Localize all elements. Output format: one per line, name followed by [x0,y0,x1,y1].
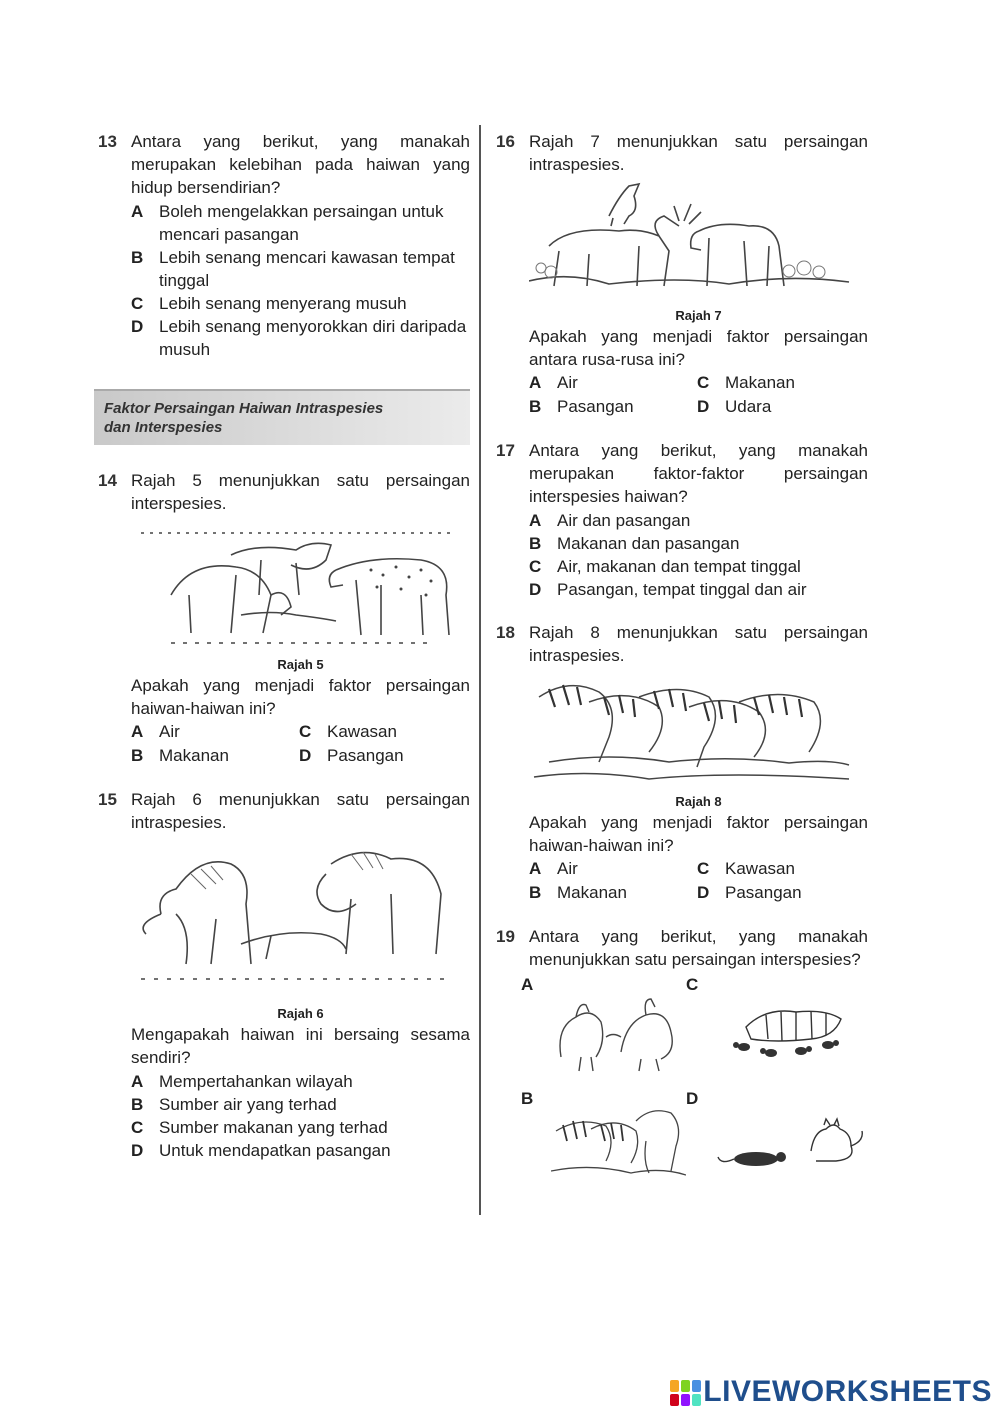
question-13 [98,130,470,361]
option-c[interactable]: C Kawasan [299,722,397,741]
question-19 [496,925,868,971]
question-number: 14 [98,471,117,490]
caterpillar-ants-illustration [716,987,851,1075]
option-b[interactable]: B Sumber air yang terhad [131,1095,337,1114]
option-a[interactable]: A Air [529,859,578,878]
option-d[interactable]: D Udara [697,397,772,416]
option-c[interactable]: C Lebih senang menyerang musuh [131,294,407,313]
option-d[interactable]: D Untuk mendapatkan pasangan [131,1141,391,1160]
rajah-7-illustration [529,176,869,306]
figure-caption: Rajah 7 [675,308,722,323]
option-a[interactable]: A Air [131,722,180,741]
question-14-prompt [98,674,470,768]
rajah-5-illustration [131,515,461,655]
question-16 [496,130,868,176]
figure-caption: Rajah 8 [675,794,722,809]
option-c[interactable]: C Sumber makanan yang terhad [131,1118,388,1137]
figure-caption: Rajah 5 [277,657,324,672]
question-prompt: Apakah yang menjadi faktor persaingan antara rusa-rusa ini? [529,327,868,369]
option-b[interactable]: B Makanan [131,746,229,765]
zebras-elephant-illustration [551,1101,686,1189]
question-stem: Rajah 6 menunjukkan satu persaingan intraspesies. [131,790,470,832]
question-stem: Rajah 5 menunjukkan satu persaingan interspesies. [131,471,470,513]
option-a[interactable]: A Mempertahankan wilayah [131,1072,353,1091]
section-heading: Faktor Persaingan Haiwan Intraspesies dan Interspesies [94,389,470,445]
question-prompt: Apakah yang menjadi faktor persaingan haiwan-haiwan ini? [131,676,470,718]
option-c[interactable]: C Kawasan [697,859,795,878]
liveworksheets-logo-icon [670,1380,701,1406]
option-a[interactable]: A Boleh mengelakkan persaingan untuk mencari pasangan [131,202,444,244]
option-d[interactable]: D Lebih senang menyorokkan diri daripada musuh [131,317,467,359]
option-d[interactable]: D Pasangan [697,883,802,902]
option-b[interactable]: B Pasangan [529,397,634,416]
option-c[interactable]: C Makanan [697,373,795,392]
cat-rat-illustration [716,1101,866,1189]
question-15 [98,788,470,834]
question-15-prompt [98,1023,470,1162]
option-a[interactable]: A Air dan pasangan [529,511,691,530]
option-c[interactable]: C Air, makanan dan tempat tinggal [529,557,801,576]
question-stem: Antara yang berikut, yang manakah menunjukkan satu persaingan interspesies? [529,927,868,969]
option-d[interactable]: D Pasangan, tempat tinggal dan air [529,580,807,599]
question-stem: Rajah 8 menunjukkan satu persaingan intraspesies. [529,623,868,665]
question-number: 19 [496,927,515,946]
question-17 [496,439,868,601]
column-divider [479,125,481,1215]
question-19-picture-options [521,975,868,1189]
figure-caption: Rajah 6 [277,1006,324,1021]
rajah-8-illustration [529,667,859,792]
question-16-prompt [496,325,868,419]
left-column [98,130,470,1162]
option-b[interactable]: B Makanan dan pasangan [529,534,740,553]
question-number: 15 [98,790,117,809]
brand-text: LIVEWORKSHEETS [703,1375,992,1408]
question-18-prompt [496,811,868,905]
option-b[interactable]: B Lebih senang mencari kawasan tempat tinggal [131,248,455,290]
option-d[interactable]: D Pasangan [299,746,404,765]
option-d[interactable]: D [694,1089,864,1189]
question-14 [98,469,470,515]
rajah-6-illustration [131,834,461,1004]
question-stem: Rajah 7 menunjukkan satu persaingan intraspesies. [529,132,868,174]
option-c[interactable]: C [694,975,864,1075]
question-number: 17 [496,441,515,460]
option-a[interactable]: A [529,975,694,1075]
question-prompt: Apakah yang menjadi faktor persaingan haiwan-haiwan ini? [529,813,868,855]
question-18 [496,621,868,667]
question-number: 18 [496,623,515,642]
question-prompt: Mengapakah haiwan ini bersaing sesama sendiri? [131,1025,470,1067]
roosters-illustration [551,987,686,1075]
right-column [496,130,868,1189]
option-b[interactable]: B Makanan [529,883,627,902]
question-number: 16 [496,132,515,151]
liveworksheets-branding [670,1375,992,1409]
question-stem: Antara yang berikut, yang manakah merupakan faktor-faktor persaingan interspesies haiwan? [529,441,868,506]
option-a[interactable]: A Air [529,373,578,392]
option-b[interactable]: B [529,1089,694,1189]
question-stem: Antara yang berikut, yang manakah merupakan kelebihan pada haiwan yang hidup bersendirian? [131,132,470,197]
question-number: 13 [98,132,117,151]
